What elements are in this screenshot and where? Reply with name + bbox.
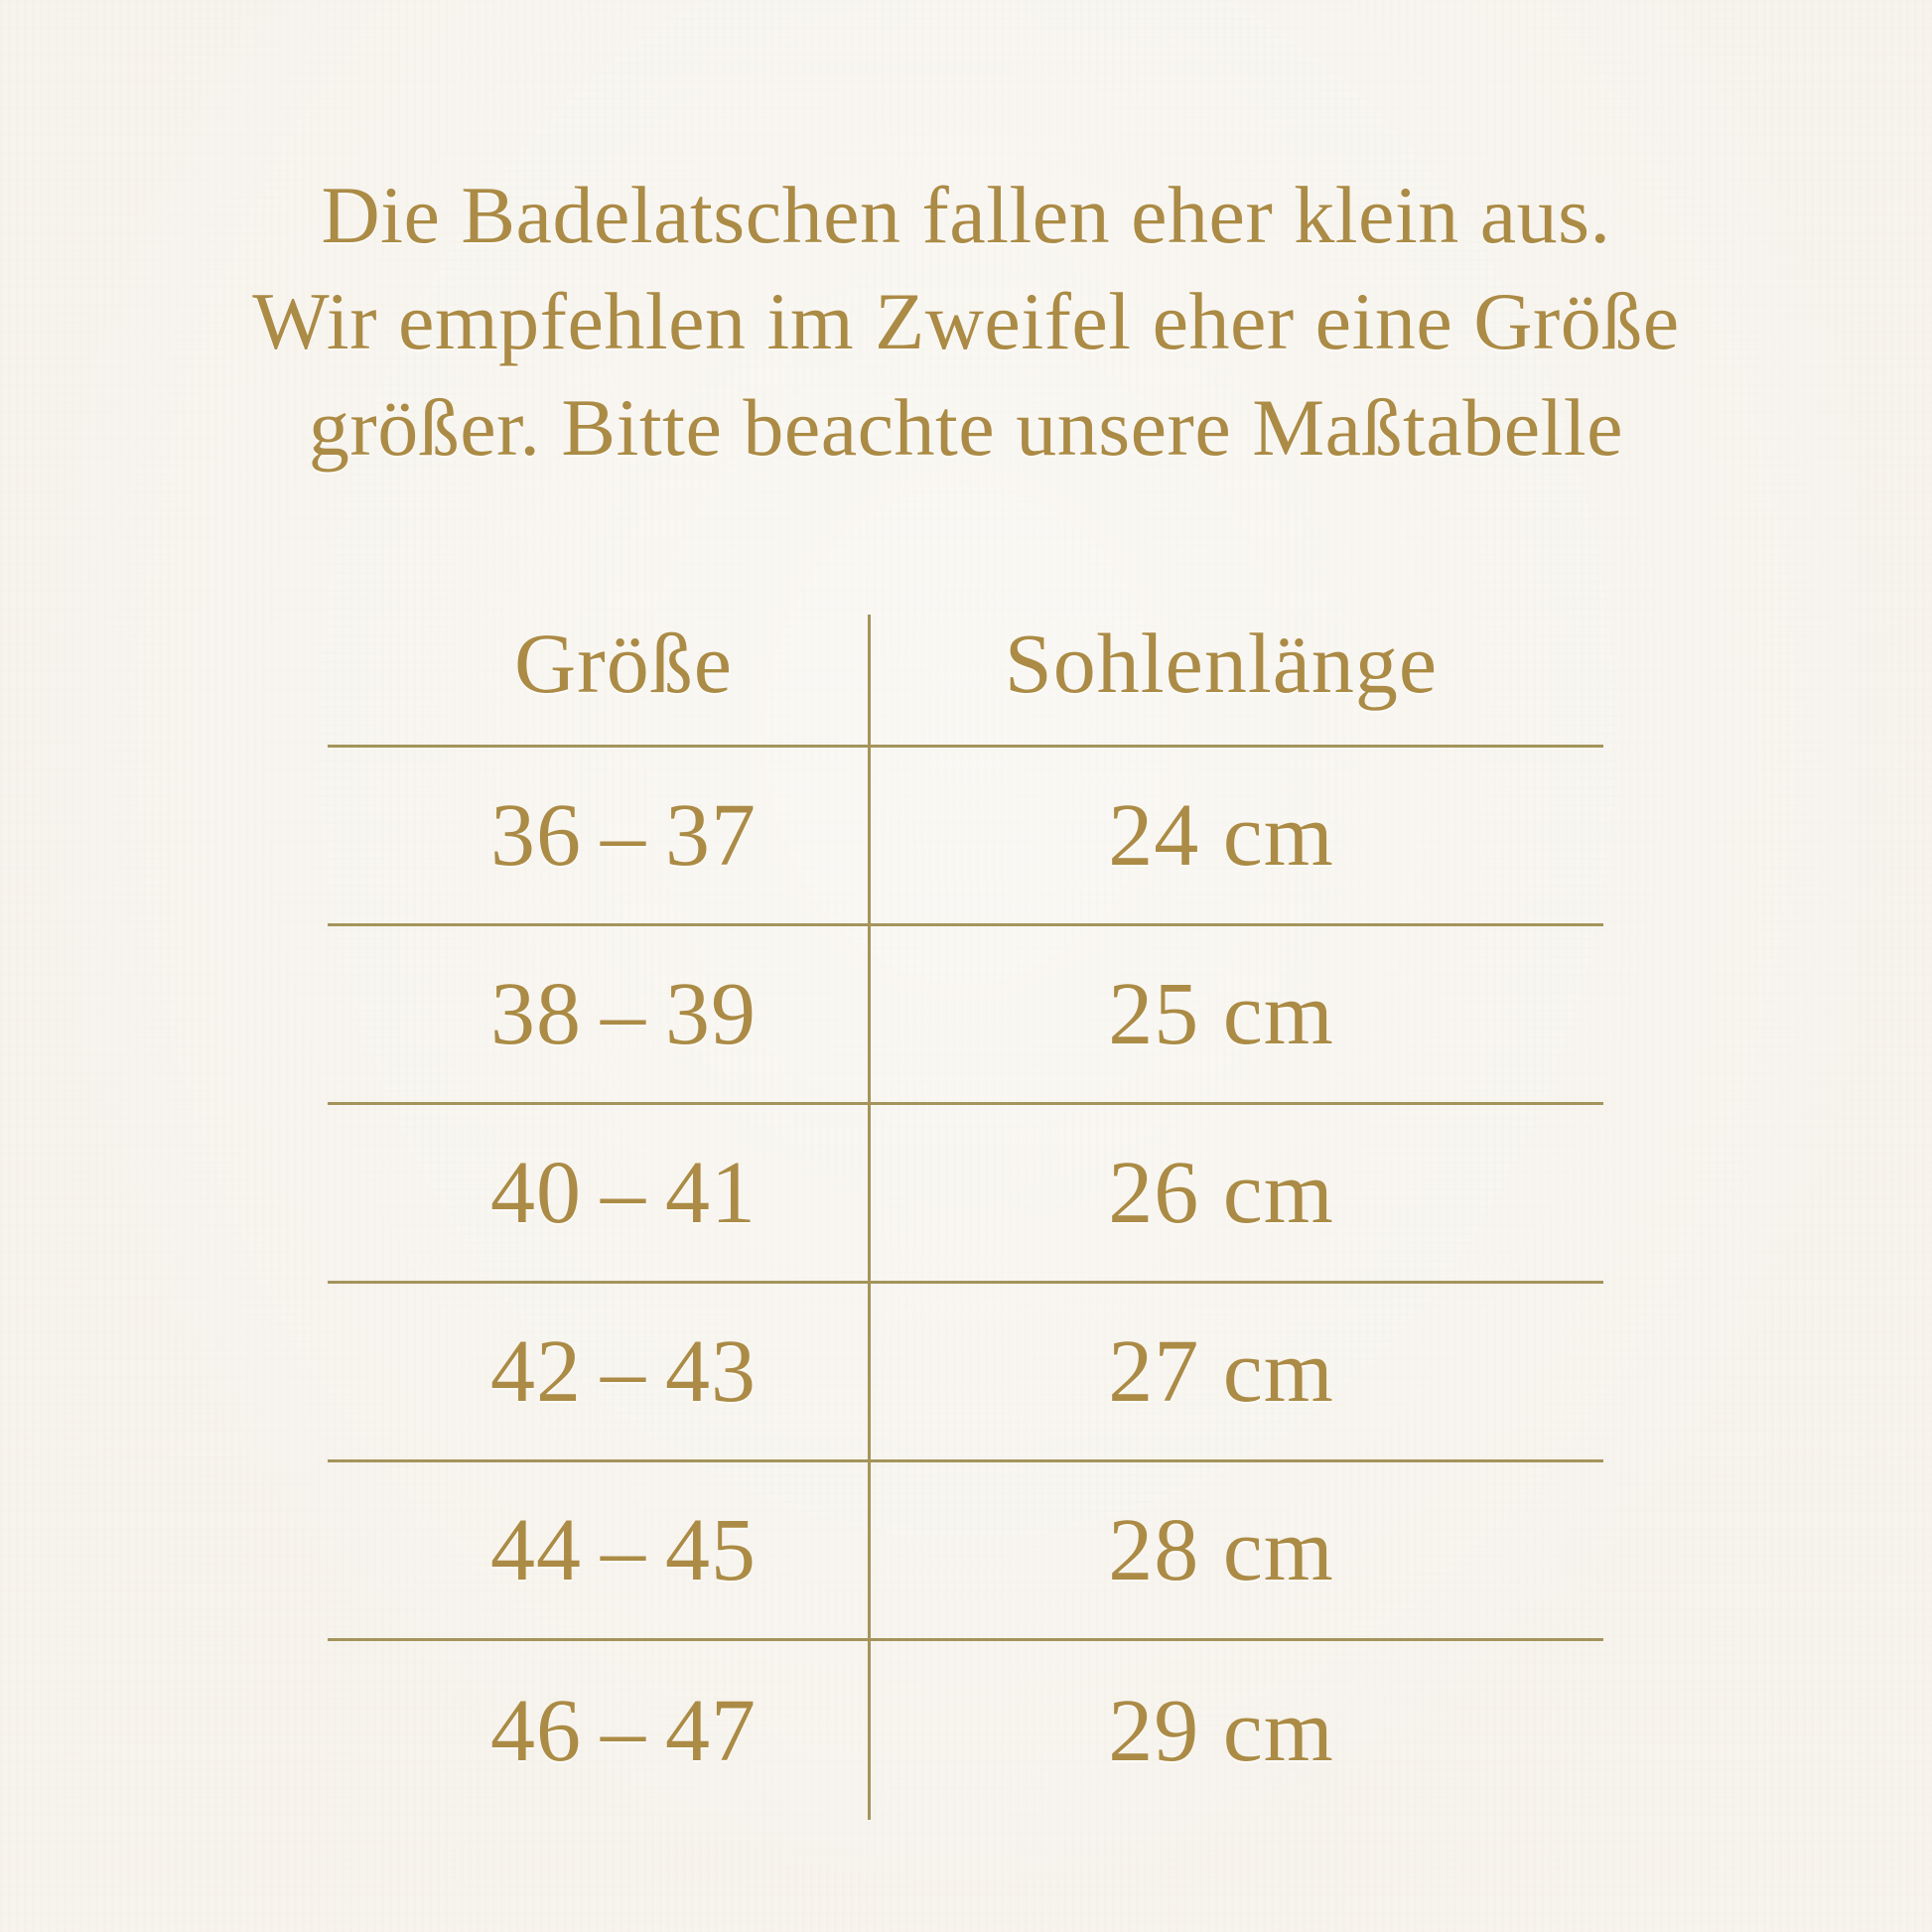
size-cell-row-6: 46 – 47 — [328, 1641, 871, 1820]
size-cell-row-4: 42 – 43 — [328, 1284, 871, 1462]
column-header-size: Größe — [328, 615, 871, 748]
sole-length-cell-row-5: 28 cm — [871, 1462, 1603, 1641]
sole-length-cell-row-6: 29 cm — [1108, 1681, 1334, 1780]
size-note-line-2: Wir empfehlen im Zweifel eher eine Größe — [252, 276, 1680, 366]
sole-length-cell-row-1: 24 cm — [871, 748, 1603, 926]
sole-length-cell-row-4: 27 cm — [871, 1284, 1603, 1462]
size-cell-row-5: 44 – 45 — [328, 1462, 871, 1641]
size-cell-row-1: 36 – 37 — [328, 748, 871, 926]
sole-length-cell-row-2: 25 cm — [871, 926, 1603, 1105]
size-cell-row-2: 38 – 39 — [328, 926, 871, 1105]
sole-length-cell-row-3: 26 cm — [871, 1105, 1603, 1284]
size-table — [328, 615, 1603, 1820]
size-cell-row-3: 40 – 41 — [328, 1105, 871, 1284]
size-note-line-3: größer. Bitte beachte unsere Maßtabelle — [308, 382, 1624, 473]
size-note — [0, 162, 1932, 481]
size-note-line-1: Die Badelatschen fallen eher klein aus. — [321, 170, 1611, 260]
column-header-sole-length: Sohlenlänge — [871, 615, 1603, 748]
